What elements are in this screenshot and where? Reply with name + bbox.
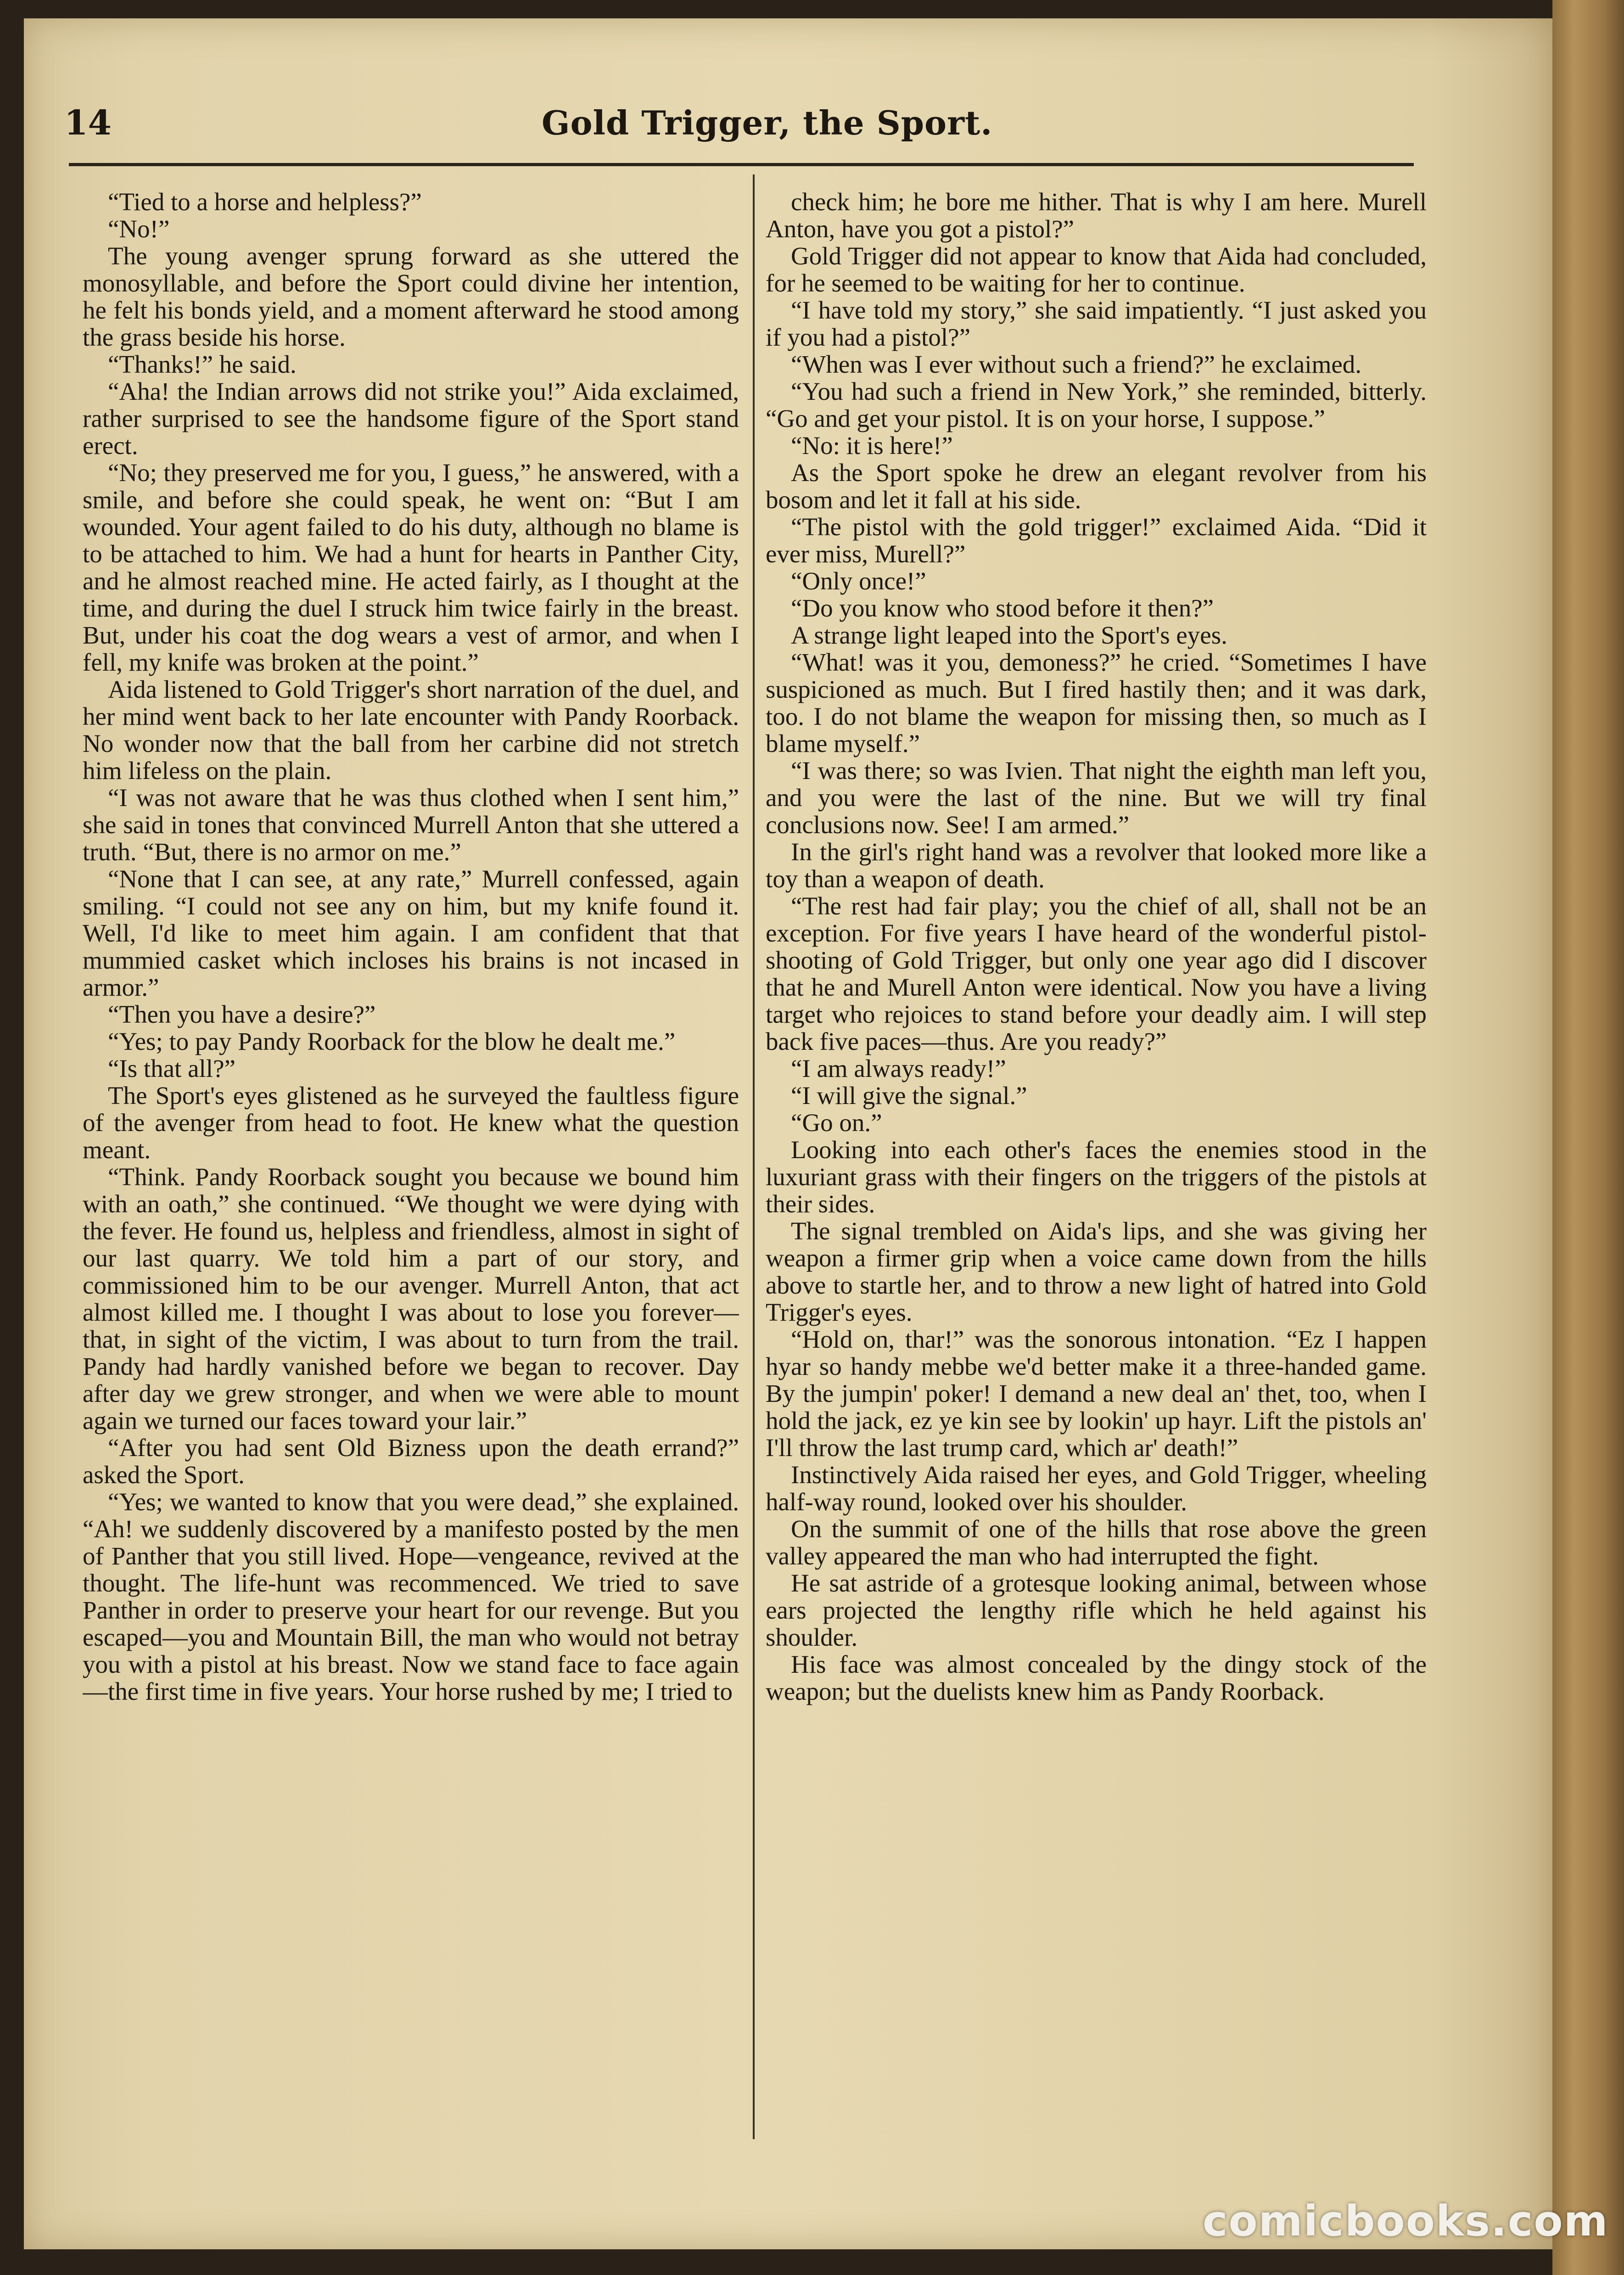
paragraph: The young avenger sprung forward as she uttered the monosyllable, and before the Sport could divine her intention, he felt his bonds yield, and a moment afterward he stood among the grass beside his horse. [83,242,739,351]
paragraph: On the summit of one of the hills that rose above the green valley appeared the man who had interrupted the fight. [766,1515,1427,1570]
paragraph: “I will give the signal.” [791,1081,1027,1109]
paragraph: “I have told my story,” she said impatiently. “I just asked you if you had a pistol?” [766,296,1427,351]
paragraph: In the girl's right hand was a revolver that looked more like a toy than a weapon of death. [766,838,1427,893]
paragraph: The Sport's eyes glistened as he surveyed the faultless figure of the avenger from head to foot. He knew what the question meant. [83,1081,739,1164]
paragraph: “Tied to a horse and helpless?” [108,188,422,216]
running-title: Gold Trigger, the Sport. [542,103,993,142]
paragraph: “No; they preserved me for you, I guess,” he answered, with a smile, and before she could speak, he went on: “But I am wounded. Your agent failed to do his duty, although no blame is to be attached to him. We had a hunt for hearts in Panther City, and he almost reached mine. He acted fairly, as I thought at the time, and during the duel I struck him twice fairly in the breast. But, under his coat the dog wears a vest of armor, and when I fell, my knife was broken at the point.” [83,459,739,676]
paragraph: “Think. Pandy Roorback sought you because we bound him with an oath,” she continued. “We thought we were dying with the fever. He found us, helpless and friendless, almost in sight of our last quarry. We told him a part of our story, and commissioned him to be our avenger. Murrell Anton, that act almost killed me. I thought I was about to lose you forever—that, in sight of the victim, I was about to turn from the trail. Pandy had hardly vanished before we began to recover. Day after day we grew stronger, and when we were able to mount again we turned our faces toward your lair.” [83,1163,739,1434]
paragraph: “Aha! the Indian arrows did not strike you!” Aida exclaimed, rather surprised to see the handsome figure of the Sport stand erect. [83,377,739,459]
paragraph: “The pistol with the gold trigger!” exclaimed Aida. “Did it ever miss, Murell?” [766,513,1427,568]
page-header [64,103,1423,154]
paragraph: “Only once!” [791,567,926,595]
paragraph: His face was almost concealed by the dingy stock of the weapon; but the duelists knew him as Pandy Roorback. [766,1650,1427,1705]
page-number: 14 [64,103,112,143]
column-divider [753,174,755,2139]
paragraph: A strange light leaped into the Sport's eyes. [791,621,1227,649]
paragraph: The signal trembled on Aida's lips, and she was giving her weapon a firmer grip when a voice came down from the hills above to startle her, and to throw a new light of hatred into Gold Trigger's eyes. [766,1217,1427,1326]
paragraph: “You had such a friend in New York,” she reminded, bitterly. “Go and get your pistol. It is on your horse, I suppose.” [766,377,1427,432]
paragraph: “Yes; to pay Pandy Roorback for the blow he dealt me.” [108,1027,676,1055]
right-column [766,188,1427,2148]
page-edge [1552,0,1624,2275]
paragraph: “What! was it you, demoness?” he cried. “Sometimes I have suspicioned as much. But I fired hastily then; and it was dark, too. I do not blame the weapon for missing then, so much as I blame myself.” [766,648,1427,757]
paragraph: Looking into each other's faces the enemies stood in the luxuriant grass with their fingers on the triggers of the pistols at their sides. [766,1136,1427,1218]
header-rule [69,163,1414,166]
paragraph: “Go on.” [791,1109,882,1137]
left-column [83,188,739,2148]
paragraph: “Thanks!” he said. [108,350,297,378]
watermark: comicbooks.com [1203,2197,1609,2246]
paragraph: “No: it is here!” [791,431,953,459]
paragraph: “The rest had fair play; you the chief of all, shall not be an exception. For five years I have heard of the wonderful pistol-shooting of Gold Trigger, but only one year ago did I discover that he and Murell Anton were identical. Now you have a living target who rejoices to stand before your deadly aim. I will step back five paces—thus. Are you ready?” [766,892,1427,1055]
paragraph: “When was I ever without such a friend?” he exclaimed. [791,350,1362,378]
paragraph: “None that I can see, at any rate,” Murrell confessed, again smiling. “I could not see any on him, but my knife found it. Well, I'd like to meet him again. I am confident that that mummied casket which incloses his brains is not incased in armor.” [83,865,739,1001]
paragraph: “After you had sent Old Bizness upon the death errand?” asked the Sport. [83,1434,739,1489]
paragraph: Instinctively Aida raised her eyes, and Gold Trigger, wheeling half-way round, looked over his shoulder. [766,1461,1427,1516]
paragraph: “Is that all?” [108,1054,235,1082]
paragraph: “No!” [108,215,170,243]
paragraph: “I was there; so was Ivien. That night the eighth man left you, and you were the last of the nine. But we will try final conclusions now. See! I am armed.” [766,756,1427,839]
paragraph: “Then you have a desire?” [108,1000,376,1028]
paragraph: “I was not aware that he was thus clothed when I sent him,” she said in tones that convinced Murrell Anton that she uttered a truth. “But, there is no armor on me.” [83,784,739,866]
paragraph: As the Sport spoke he drew an elegant revolver from his bosom and let it fall at his side. [766,459,1427,514]
paragraph: “Hold on, thar!” was the sonorous intonation. “Ez I happen hyar so handy mebbe we'd better make it a three-handed game. By the jumpin' poker! I demand a new deal an' thet, too, when I hold the jack, ez ye kin see by lookin' up hayr. Lift the pistols an' I'll throw the last trump card, which ar' death!” [766,1325,1427,1462]
paragraph: Gold Trigger did not appear to know that Aida had concluded, for he seemed to be waiting for her to continue. [766,242,1427,297]
paragraph: He sat astride of a grotesque looking animal, between whose ears projected the lengthy rifle which he held against his shoulder. [766,1569,1427,1651]
paragraph: “I am always ready!” [791,1054,1006,1082]
paragraph: check him; he bore me hither. That is why I am here. Murell Anton, have you got a pistol?” [766,188,1427,243]
paragraph: “Do you know who stood before it then?” [791,594,1214,622]
paragraph: “Yes; we wanted to know that you were dead,” she explained. “Ah! we suddenly discovered by a manifesto posted by the men of Panther that you still lived. Hope—vengeance, revived at the thought. The life-hunt was recommenced. We tried to save Panther in order to preserve your heart for our revenge. But you escaped—you and Mountain Bill, the man who would not betray you with a pistol at his breast. Now we stand face to face again—the first time in five years. Your horse rushed by me; I tried to [83,1488,739,1705]
paragraph: Aida listened to Gold Trigger's short narration of the duel, and her mind went back to her late encounter with Pandy Roorback. No wonder now that the ball from her carbine did not stretch him lifeless on the plain. [83,675,739,784]
